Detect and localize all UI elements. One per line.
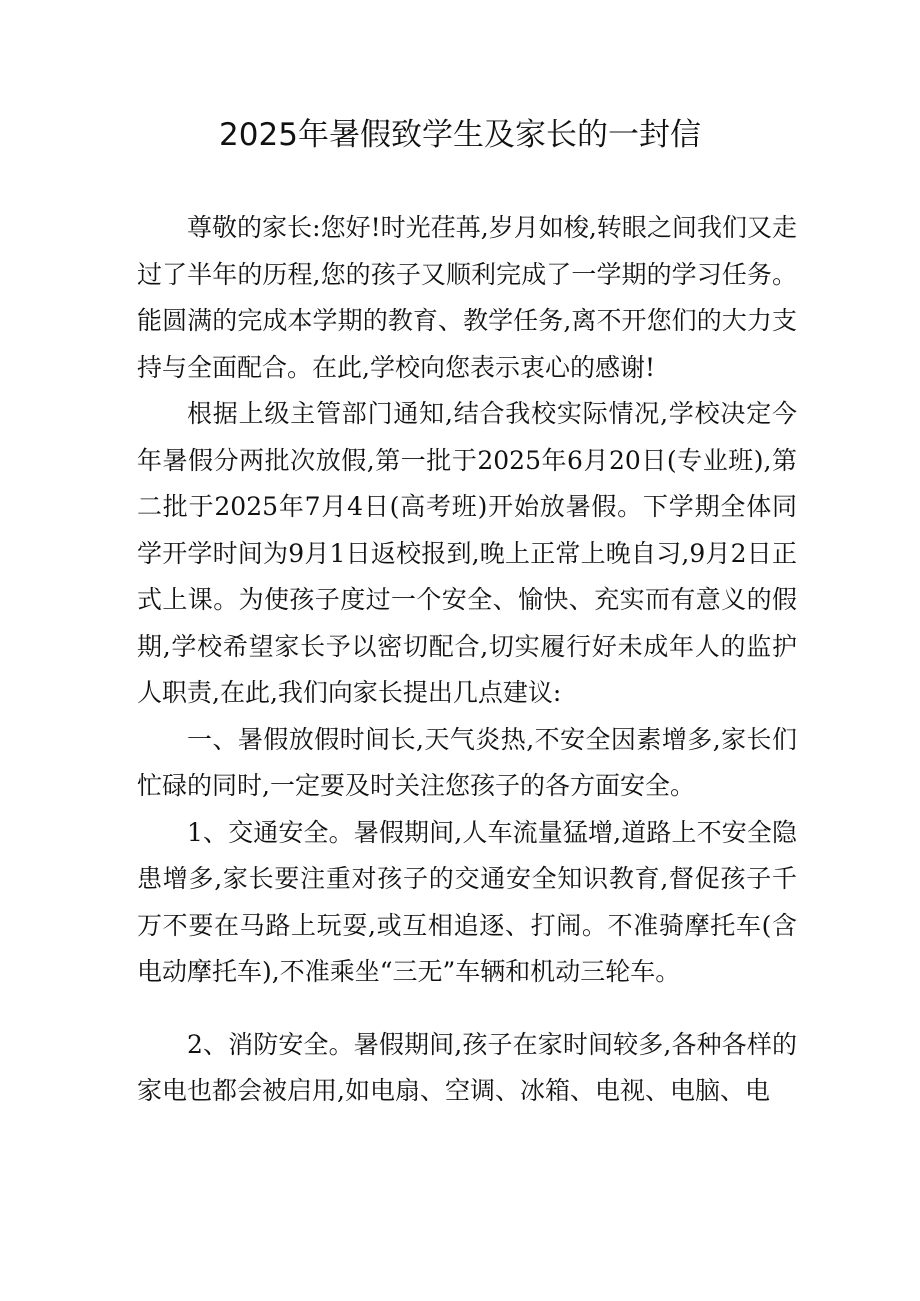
paragraph-fire-safety: 2、消防安全。暑假期间,孩子在家时间较多,各种各样的家电也都会被启用,如电扇、空调、冰箱、电视、电脑、电 [137,1029,797,1105]
paragraph-greeting: 尊敬的家长:您好!时光荏苒,岁月如梭,转眼之间我们又走过了半年的历程,您的孩子又顺利完成了一学期的学习任务。能圆满的完成本学期的教育、教学任务,离不开您们的大力支持与全面配合。在此,学校向您表示衷心的感谢! [137,213,797,382]
letter-body [137,205,797,1115]
letter-title: 2025年暑假致学生及家长的一封信 [219,117,701,153]
paragraph-safety-intro: 一、暑假放假时间长,天气炎热,不安全因素增多,家长们忙碌的同时,一定要及时关注您孩子的各方面安全。 [137,724,797,800]
paragraph-holiday-schedule: 根据上级主管部门通知,结合我校实际情况,学校决定今年暑假分两批次放假,第一批于2025年6月20日(专业班),第二批于2025年7月4日(高考班)开始放暑假。下学期全体同学开学时间为9月1日返校报到,晚上正常上晚自习,9月2日正式上课。为使孩子度过一个安全、愉快、充实而有意义的假期,学校希望家长予以密切配合,切实履行好未成年人的监护人职责,在此,我们向家长提出几点建议: [137,399,797,707]
paragraph-traffic-safety: 1、交通安全。暑假期间,人车流量猛增,道路上不安全隐患增多,家长要注重对孩子的交通安全知识教育,督促孩子千万不要在马路上玩耍,或互相追逐、打闹。不准骑摩托车(含电动摩托车),不准乘坐“三无”车辆和机动三轮车。 [137,817,797,986]
